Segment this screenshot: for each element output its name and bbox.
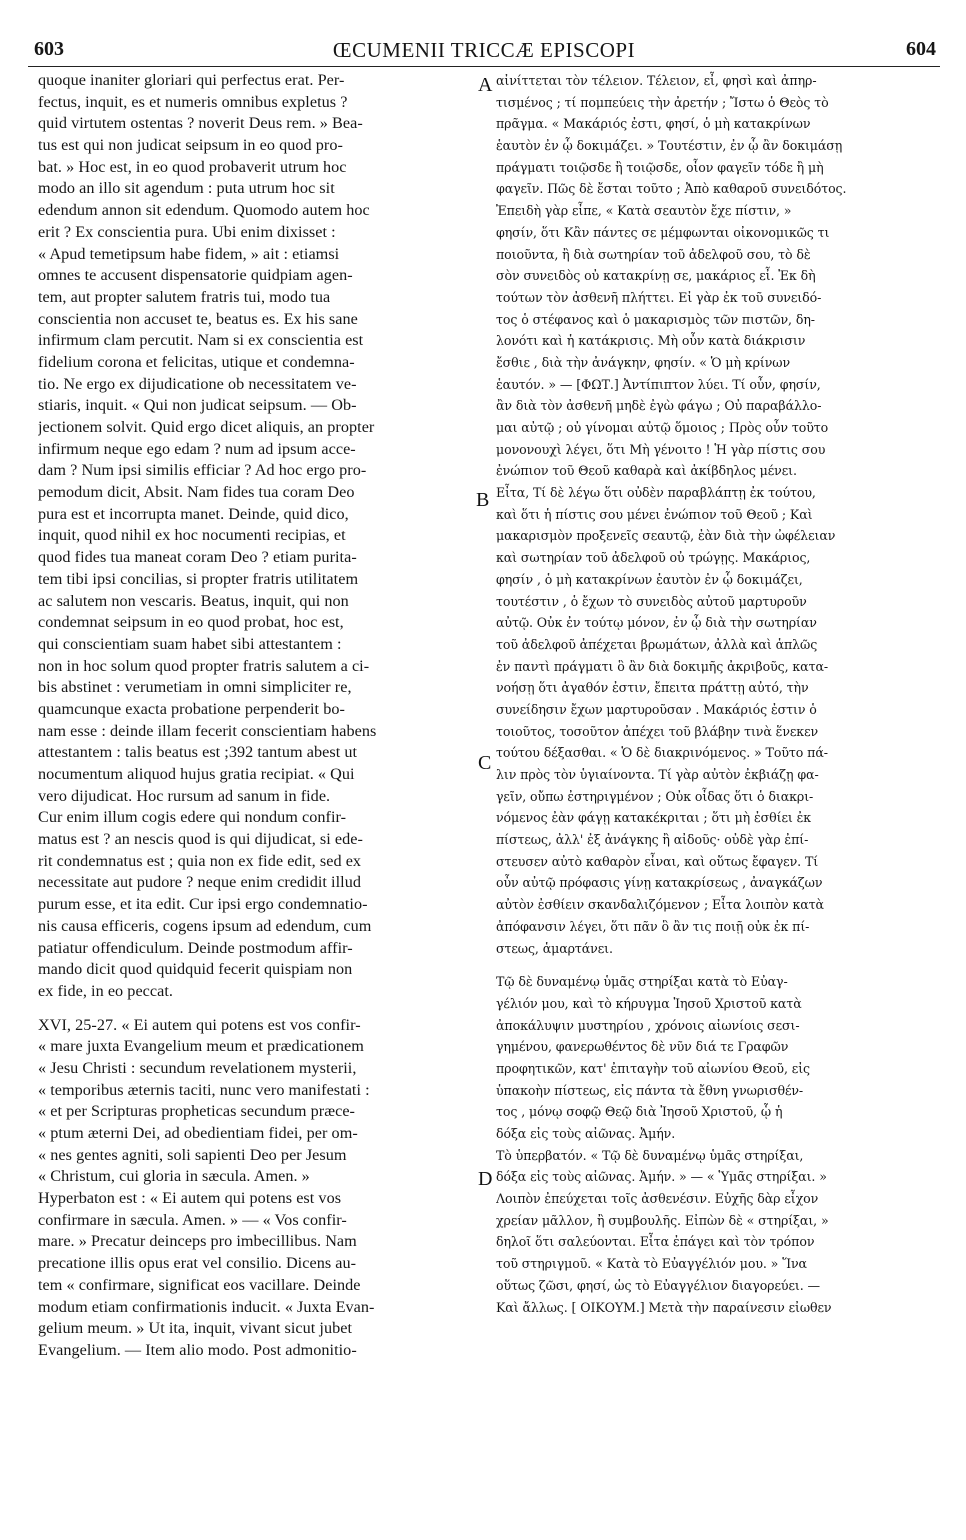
text-line: τούτων τὸν ἀσθενῆ πλήττει. Εἰ γὰρ ἐκ τοῦ συνειδό-	[496, 289, 822, 305]
text-line: vero dijudicat. Hoc rursum ad sanum in fide.	[38, 786, 331, 805]
text-line: γέλιόν μου, καὶ τὸ κήρυγμα Ἰησοῦ Χριστοῦ κατὰ	[496, 995, 802, 1011]
text-line: nis causa efficeris, cogens ipsum ad edendum, cum	[38, 916, 372, 935]
greek-column	[496, 70, 942, 1318]
text-line: stiaris, inquit. « Qui non judicat seipsum. — Ob-	[38, 396, 357, 415]
text-line: tem tibi ipsi concilias, si propter fratris utilitatem	[38, 569, 359, 588]
running-header	[28, 36, 940, 67]
text-line: bat. » Hoc est, in eo quod probaverit utrum hoc	[38, 157, 347, 176]
latin-column	[38, 70, 474, 1362]
text-line: αἰνίττεται τὸν τέλειον. Τέλειον, εἶ, φησὶ καὶ ἀπηρ-	[496, 73, 817, 88]
latin-paragraph-1	[38, 70, 474, 1003]
text-line: mare. » Precatur deinceps pro imbecillibus. Nam	[38, 1232, 357, 1251]
text-line: ἐνώπιον τοῦ Θεοῦ καθαρὰ καὶ ἀκίβδηλος μένει.	[496, 463, 797, 479]
text-line: pura est et incorrupta manet. Deinde, quid dico,	[38, 504, 349, 523]
text-line: dam ? Num ipsi similis efficiar ? Ad hoc ergo pro-	[38, 461, 367, 480]
text-line: ἀποκάλυψιν μυστηρίου , χρόνοις αἰωνίοις σεσι-	[496, 1017, 800, 1033]
text-line: tem, aut propter salutem fratris tui, modo tua	[38, 287, 331, 306]
text-line: rit condemnatus est ; quia non ex fide edit, sed ex	[38, 851, 362, 870]
text-line: nam esse : deinde illam fecerit conscientiam habens	[38, 721, 377, 740]
text-line: « mare juxta Evangelium meum et prædicationem	[38, 1037, 364, 1056]
text-line: bis abstinet : verumetiam in omni simpliciter re,	[38, 678, 352, 697]
text-line: καὶ σωτηρίαν τοῦ ἀδελφοῦ οὐ τρώγῃς. Μακάριος,	[496, 550, 811, 566]
text-line: ἑαυτόν. » — [ΦΩΤ.] Ἀντίπιπτον λύει. Τί οὖν, φησίν,	[496, 376, 821, 392]
text-line: τούτου δέξασθαι. « Ὁ δὲ διακρινόμενος. » Τοῦτο πά-	[496, 745, 828, 761]
text-line: γημένου, φανερωθέντος δὲ νῦν διά τε Γραφῶν	[496, 1039, 789, 1055]
text-line: precatione illis opus erat vel consilio. Dicens au-	[38, 1254, 357, 1273]
text-line: non in hoc solum quod propter fratris salutem a ci-	[38, 656, 370, 675]
text-line: necessitate aut pudore ? neque enim credidit illud	[38, 873, 361, 892]
text-line: pemodum dicit, Absit. Nam fides tua coram Deo	[38, 483, 355, 502]
text-line: ἂν διὰ τὸν ἀσθενῆ μηδὲ ἐγὼ φάγω ; Οὐ παραβάλλο-	[496, 398, 822, 414]
text-line: patiatur offendiculum. Deinde postmodum affir-	[38, 938, 353, 957]
text-line: δόξα εἰς τοὺς αἰῶνας. Ἀμήν.	[496, 1126, 676, 1141]
text-line: conscientia non accuset te, beatus es. Ex his sane	[38, 309, 358, 328]
text-line: ἐν παντὶ πράγματι ὃ ἂν διὰ δοκιμῆς ἀκριβοῦς, κατα-	[496, 658, 829, 674]
text-line: Cur enim illum cogis edere qui nondum confir-	[38, 808, 347, 827]
text-line: matus est ? an nescis quod is qui dijudicat, si ede-	[38, 830, 363, 849]
text-line: attestantem : talis beatus est ;392 tantum abest ut	[38, 743, 358, 762]
text-line: τοιοῦτος, τοσοῦτον ἀπέχει τοῦ βλάβην τινὰ ἕνεκεν	[496, 723, 819, 739]
text-line: « Apud temetipsum habe fidem, » ait : etiamsi	[38, 244, 340, 263]
text-line: οὖν αὐτῷ πρόφασις γίνῃ κατακρίσεως , ἀναγκάζων	[496, 875, 823, 891]
text-line: τος ὁ στέφανος καὶ ὁ μακαρισμὸς τῶν πιστῶν, δη-	[496, 311, 815, 327]
text-line: tem « confirmare, significat eos vacillare. Deinde	[38, 1275, 361, 1294]
text-line: φησίν , ὁ μὴ κατακρίνων ἑαυτὸν ἐν ᾧ δοκιμάζει,	[496, 571, 803, 587]
text-line: quoque inaniter gloriari qui perfectus erat. Per-	[38, 71, 345, 89]
text-line: ἀπόφανσιν λέγει, ὅτι πᾶν ὃ ἂν τις ποιῇ οὐκ ἐκ πί-	[496, 918, 810, 934]
text-line: ποιοῦντα, ἢ διὰ σωτηρίαν τοῦ ἀδελφοῦ σου, τὸ δὲ	[496, 246, 811, 262]
text-line: tio. Ne ergo ex dijudicatione ob necessitatem ve-	[38, 374, 357, 393]
text-line: καὶ ὅτι ἡ πίστις σου μένει ἐνώπιον τοῦ Θεοῦ ; Καὶ	[496, 506, 813, 522]
margin-letter-a: A	[478, 74, 493, 96]
text-line: γεῖν, οὔπω ἐστηριγμένον ; Οὐκ οἶδας ὅτι ὁ διακρι-	[496, 788, 814, 804]
running-title: ŒCUMENII TRICCÆ EPISCOPI	[332, 38, 636, 62]
text-line: πράγματι τοιῷσδε ἢ τοιῷσδε, οἷον φαγεῖν τόδε ἢ μὴ	[496, 159, 824, 175]
text-line: χρείαν μᾶλλον, ἢ συμβουλῆς. Εἰπὼν δὲ « στηρίξαι, »	[496, 1212, 829, 1228]
text-line: purum esse, et ita edit. Cur ipsi ergo condemnatio-	[38, 895, 368, 914]
text-line: omnes te accusent dispensatorie quidpiam agen-	[38, 266, 353, 285]
text-line: qui conscientiam suam habet sibi attestantem :	[38, 634, 342, 653]
text-line: νοήσῃ ὅτι ἀγαθόν ἐστιν, ἔπειτα πράττῃ αὐτό, τὴν	[496, 680, 809, 696]
text-line: τισμένος ; τί πομπεύεις τὴν ἀρετήν ; Ἴστω ὁ Θεὸς τὸ	[496, 94, 829, 110]
margin-letter-b: B	[476, 489, 490, 511]
text-line: quamcunque exacta probatione perpenderit bo-	[38, 699, 345, 718]
text-line: ex fide, in eo peccat.	[38, 981, 174, 1000]
text-line: φησίν, ὅτι Κἂν πάντες σε μέμφωνται οἰκονομικῶς τι	[496, 224, 830, 240]
text-line: δόξα εἰς τοὺς αἰῶνας. Ἀμήν. » — « Ὑμᾶς στηρίξαι. »	[496, 1169, 827, 1185]
text-line: μακαρισμὸν προξενεῖς σεαυτῷ, ἐὰν διὰ τὴν ὠφέλειαν	[496, 528, 836, 544]
text-line: Τὸ ὑπερβατόν. « Τῷ δὲ δυναμένῳ ὑμᾶς στηρίξαι,	[496, 1147, 804, 1163]
margin-letter-c: C	[478, 752, 492, 774]
text-line: fectus, inquit, es et numeris omnibus expletus ?	[38, 92, 348, 111]
text-line: Hyperbaton est : « Ei autem qui potens est vos	[38, 1189, 342, 1208]
text-line: ἑαυτὸν ἐν ᾧ δοκιμάζει. » Τουτέστιν, ἐν ᾧ ἂν δοκιμάσῃ	[496, 138, 843, 154]
text-line: ὑπακοὴν πίστεως, εἰς πάντα τὰ ἔθνη γνωρισθέν-	[496, 1082, 804, 1098]
text-line: jectionem solvit. Quid ergo dicet aliquis, an propter	[38, 418, 375, 436]
greek-paragraph-1	[496, 70, 942, 959]
text-line: μονονουχὶ λέγει, ὅτι Μὴ γένοιτο ! Ἡ γὰρ πίστις σου	[496, 441, 826, 457]
text-line: λονότι καὶ ἡ κατάκρισις. Μὴ οὖν κατὰ διάκρισιν	[496, 333, 806, 349]
text-line: πίστεως, ἀλλ' ἐξ ἀνάγκης ἢ αἰδοῦς· οὐδὲ γὰρ ἐπί-	[496, 832, 809, 848]
text-line: τοῦ στηριγμοῦ. « Κατὰ τὸ Εὐαγγέλιόν μου. » Ἵνα	[496, 1256, 807, 1272]
text-line: μαι αὐτῷ ; οὐ γίνομαι αὐτῷ ὅμοιος ; Πρὸς οὖν τοῦτο	[496, 420, 829, 435]
text-line: « nes gentes agniti, soli sapienti Deo per Jesum	[38, 1145, 347, 1164]
text-line: infirmum neque ego edam ? num ad ipsum acce-	[38, 439, 356, 458]
text-line: στευσεν αὐτὸ καθαρὸν εἶναι, καὶ οὕτως ἔφαγεν. Τί	[496, 853, 819, 869]
text-line: Τῷ δὲ δυναμένῳ ὑμᾶς στηρίξαι κατὰ τὸ Εὐαγ-	[496, 974, 788, 990]
text-line: « Christum, cui gloria in sæcula. Amen. »	[38, 1167, 310, 1186]
text-line: tus est qui non judicat seipsum in eo quod pro-	[38, 136, 343, 155]
text-line: ἔσθιε , διὰ τὴν ἀνάγκην, φησίν. « Ὁ μὴ κρίνων	[496, 354, 790, 370]
text-line: nocumentum aliquod hujus gratia recipiat. « Qui	[38, 765, 355, 783]
text-line: XVI, 25-27. « Ei autem qui potens est vos confir-	[38, 1015, 361, 1034]
text-line: fidelium corona et felicitas, utique et condemna-	[38, 352, 355, 371]
text-line: φαγεῖν. Πῶς δὲ ἔσται τοῦτο ; Ἀπὸ καθαροῦ συνειδότος.	[496, 181, 847, 197]
text-line: modo an illo sit agendum : puta utrum hoc sit	[38, 179, 335, 198]
text-line: infirmum clam percutit. Nam si ex conscientia est	[38, 331, 364, 350]
text-line: Εἶτα, Τί δὲ λέγω ὅτι οὐδὲν παραβλάπτῃ ἐκ τούτου,	[496, 485, 816, 501]
text-line: αὐτὸν ἐσθίειν σκανδαλιζόμενον ; Εἶτα λοιπὸν κατὰ	[496, 897, 824, 913]
text-line: condemnat seipsum in eo quod probat, hoc est,	[38, 613, 344, 632]
text-line: inquit, quod nihil ex hoc nocumenti recipias, et	[38, 526, 346, 545]
text-line: mando dicit quod quidquid fecerit quispiam non	[38, 960, 353, 979]
page-number-left: 603	[34, 38, 64, 60]
greek-paragraph-2	[496, 971, 942, 1318]
latin-paragraph-2	[38, 1015, 474, 1362]
text-line: ac salutem non vescaris. Beatus, inquit, qui non	[38, 591, 349, 610]
text-line: νόμενος ἐὰν φάγῃ κατακέκριται ; ὅτι μὴ ἐσθίει ἐκ	[496, 810, 812, 826]
text-line: erit ? Ex conscientia pura. Ubi enim dixisset :	[38, 222, 336, 241]
text-line: οὕτως ζῶσι, φησί, ὡς τὸ Εὐαγγέλιον διαγορεύει. —	[496, 1277, 821, 1293]
text-line: modum etiam confirmationis inducit. « Juxta Evan-	[38, 1297, 375, 1316]
text-line: confirmare in sæcula. Amen. » — « Vos confir-	[38, 1210, 347, 1229]
text-line: « ptum æterni Dei, ad obedientiam fidei, per om-	[38, 1124, 358, 1142]
text-line: σὸν συνειδὸς οὐ κατακρίνῃ σε, μακάριος εἶ. Ἐκ δὴ	[496, 268, 816, 284]
text-line: στεως, ἁμαρτάνει.	[496, 940, 613, 956]
text-line: προφητικῶν, κατ' ἐπιταγὴν τοῦ αἰωνίου Θεοῦ, εἰς	[496, 1060, 810, 1076]
text-line: quod fides tua maneat coram Deo ? etiam purita-	[38, 548, 357, 567]
text-line: πρᾶγμα. « Μακάριός ἐστι, φησί, ὁ μὴ κατακρίνων	[496, 116, 811, 132]
text-line: αὐτῷ. Οὐκ ἐν τούτῳ μόνον, ἐν ᾧ διὰ τὴν σωτηρίαν	[496, 615, 817, 631]
text-line: Ἐπειδὴ γὰρ εἶπε, « Κατὰ σεαυτὸν ἔχε πίστιν, »	[496, 203, 792, 219]
text-line: Καὶ ἄλλως. [ ΟΙΚΟΥΜ.] Μετὰ τὴν παραίνεσιν εἰωθεν	[496, 1299, 832, 1315]
text-line: « et per Scripturas propheticas secundum præce-	[38, 1102, 356, 1121]
text-line: δηλοῖ ὅτι σαλεύονται. Εἶτα ἐπάγει καὶ τὸν τρόπον	[496, 1234, 815, 1250]
text-line: τοῦ ἀδελφοῦ ἀπέχεται βρωμάτων, ἀλλὰ καὶ ἁπλῶς	[496, 636, 818, 652]
page-number-right: 604	[906, 38, 936, 60]
text-line: edendum annon sit edendum. Quomodo autem hoc	[38, 201, 370, 220]
text-line: Evangelium. — Item alio modo. Post admonitio-	[38, 1340, 357, 1359]
text-line: τουτέστιν , ὁ ἔχων τὸ συνειδὸς αὐτοῦ μαρτυροῦν	[496, 593, 807, 609]
text-line: « temporibus æternis taciti, nunc vero manifestati :	[38, 1080, 370, 1099]
text-line: λιν πρὸς τὸν ὑγιαίνοντα. Τί γὰρ αὐτὸν ἐκβιάζῃ φα-	[496, 767, 819, 782]
text-line: Λοιπὸν ἐπεύχεται τοῖς ἀσθενέσιν. Εὐχῆς δὰρ εἶχον	[496, 1191, 819, 1207]
text-line: τος , μόνῳ σοφῷ Θεῷ διὰ Ἰησοῦ Χριστοῦ, ᾧ ἡ	[496, 1104, 783, 1120]
text-line: quid virtutem ostentas ? noverit Deus rem. » Bea-	[38, 114, 363, 133]
text-line: συνείδησιν ἔχων μαρτυροῦσαν . Μακάριός ἐστιν ὁ	[496, 701, 817, 717]
text-line: gelium meum. » Ut ita, inquit, vivant sicut jubet	[38, 1319, 353, 1338]
text-line: « Jesu Christi : secundum revelationem mysterii,	[38, 1058, 357, 1077]
margin-letter-d: D	[478, 1168, 493, 1190]
